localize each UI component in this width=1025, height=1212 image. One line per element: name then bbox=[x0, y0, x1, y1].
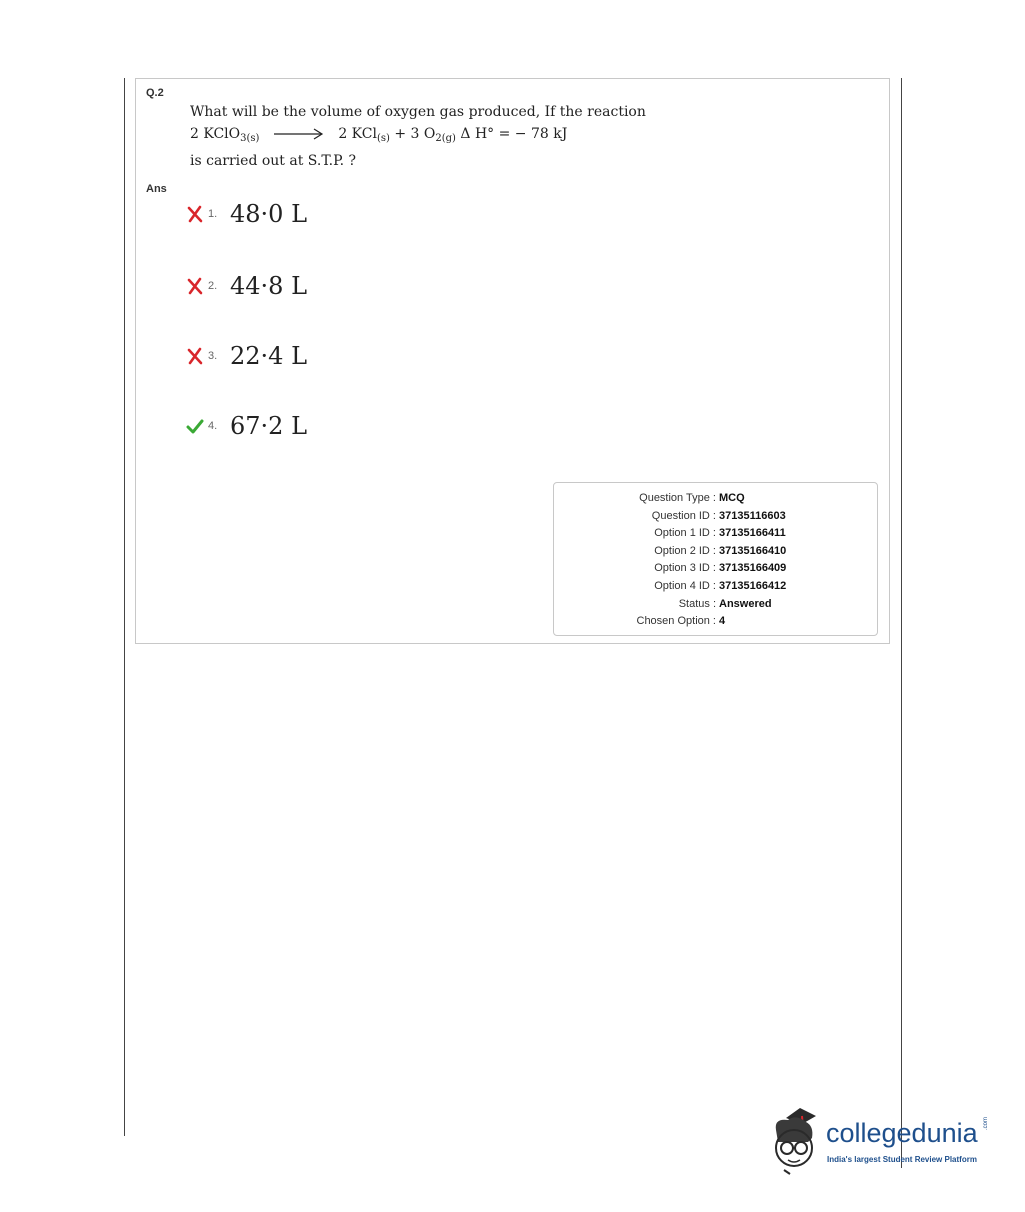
option-3 bbox=[186, 340, 307, 372]
logo-tagline: India's largest Student Review Platform bbox=[827, 1155, 977, 1164]
option-text: 44·8 L bbox=[230, 272, 308, 300]
collegedunia-logo bbox=[768, 1104, 993, 1176]
eq-reactant-sub: 3(s) bbox=[240, 133, 260, 144]
answer-label: Ans bbox=[146, 183, 167, 195]
info-key: Status : bbox=[678, 598, 716, 610]
option-number: 2. bbox=[208, 280, 218, 292]
eq-product-a: 2 KCl bbox=[338, 126, 377, 142]
info-value: 37135116603 bbox=[719, 510, 786, 522]
question-number: Q.2 bbox=[146, 87, 164, 99]
info-row bbox=[554, 543, 877, 560]
reaction-equation bbox=[190, 123, 646, 150]
info-key: Option 3 ID : bbox=[654, 562, 716, 574]
info-key: Option 2 ID : bbox=[654, 545, 716, 557]
info-value: 37135166410 bbox=[719, 545, 787, 557]
checkmark-icon bbox=[186, 417, 204, 435]
info-value: Answered bbox=[719, 598, 772, 610]
cross-icon bbox=[186, 277, 204, 295]
info-key: Question ID : bbox=[651, 510, 716, 522]
option-number: 4. bbox=[208, 420, 218, 432]
info-key: Option 1 ID : bbox=[654, 527, 716, 539]
option-1 bbox=[186, 198, 307, 230]
question-line-3: is carried out at S.T.P. ? bbox=[190, 153, 357, 169]
cross-icon bbox=[186, 347, 204, 365]
right-rule bbox=[901, 78, 902, 1168]
option-4 bbox=[186, 410, 307, 442]
option-2 bbox=[186, 270, 307, 302]
reaction-arrow-icon bbox=[274, 128, 324, 140]
option-text: 48·0 L bbox=[230, 200, 308, 228]
info-key: Chosen Option : bbox=[636, 615, 716, 627]
info-value: 37135166411 bbox=[719, 527, 786, 539]
info-row bbox=[554, 490, 877, 507]
option-text: 67·2 L bbox=[230, 412, 308, 440]
info-key: Option 4 ID : bbox=[654, 580, 716, 592]
option-text: 22·4 L bbox=[230, 342, 308, 370]
info-value: MCQ bbox=[719, 492, 745, 504]
info-value: 37135166412 bbox=[719, 580, 787, 592]
eq-enthalpy: Δ H° = − 78 kJ bbox=[455, 126, 568, 142]
question-line-1: What will be the volume of oxygen gas produced, If the reaction bbox=[190, 104, 646, 120]
info-row bbox=[554, 525, 877, 542]
logo-com: .com bbox=[983, 1116, 989, 1130]
mascot-face-icon bbox=[768, 1104, 826, 1176]
option-number: 1. bbox=[208, 208, 218, 220]
question-text bbox=[190, 101, 646, 172]
info-row bbox=[554, 596, 877, 613]
eq-product-a-sub: (s) bbox=[376, 133, 390, 144]
info-value: 4 bbox=[719, 615, 726, 627]
eq-product-b-sub: 2(g) bbox=[435, 133, 456, 144]
info-value: 37135166409 bbox=[719, 562, 787, 574]
eq-product-b: + 3 O bbox=[389, 126, 436, 142]
logo-wordmark: collegedunia bbox=[826, 1118, 978, 1148]
option-number: 3. bbox=[208, 350, 218, 362]
info-row bbox=[554, 508, 877, 525]
left-rule bbox=[124, 78, 125, 1136]
cross-icon bbox=[186, 205, 204, 223]
info-key: Question Type : bbox=[639, 492, 716, 504]
question-info-box bbox=[553, 482, 878, 636]
eq-reactant: 2 KClO bbox=[190, 126, 241, 142]
info-row bbox=[554, 560, 877, 577]
info-row bbox=[554, 578, 877, 595]
info-row bbox=[554, 613, 877, 630]
